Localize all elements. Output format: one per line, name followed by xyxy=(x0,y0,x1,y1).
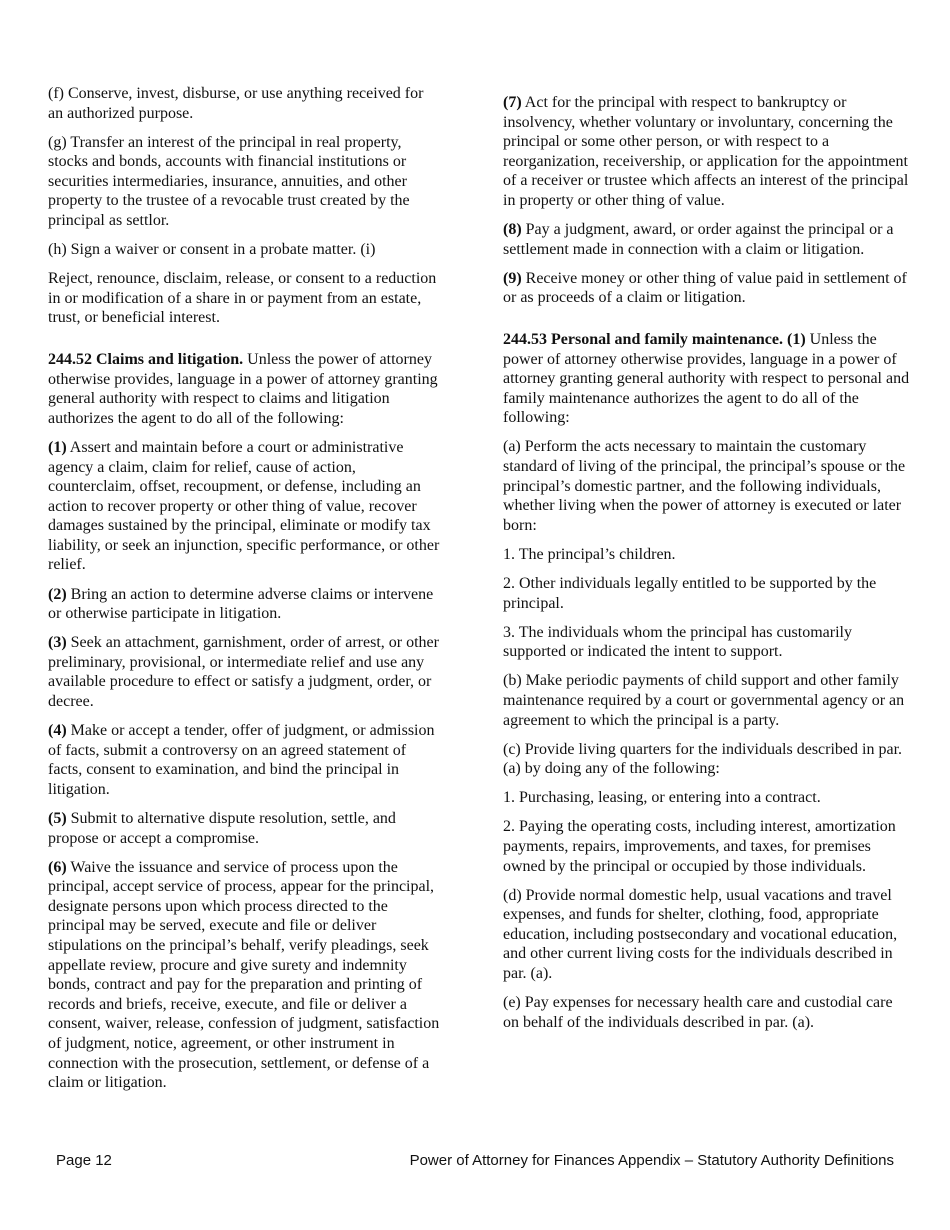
section-244-52-intro: Unless the power of attorney otherwise provides, language in a power of attorney granting general authority with respect to claims and litigation authorizes the agent to do all of the following: xyxy=(48,351,438,427)
item-number: (1) xyxy=(48,438,67,456)
item-text: Submit to alternative dispute resolution, settle, and propose or accept a compromise. xyxy=(48,810,396,847)
clause-c: (c) Provide living quarters for the individuals described in par. (a) by doing any of the following: xyxy=(503,740,903,778)
item-5 xyxy=(48,809,440,848)
section-244-53-heading: 244.53 Personal and family maintenance. (1) xyxy=(503,330,806,348)
clause-h: (h) Sign a waiver or consent in a probate matter. (i) xyxy=(48,241,376,259)
item-3 xyxy=(48,633,440,711)
document-title: Power of Attorney for Finances Appendix – Statutory Authority Definitions xyxy=(409,1152,894,1169)
clause-d: (d) Provide normal domestic help, usual vacations and travel expenses, and funds for shelter, clothing, food, appropriate education, including postsecondary and vocational education, and other current living costs for the individuals described in par. (a). xyxy=(503,886,898,983)
section-244-53 xyxy=(503,330,911,428)
section-244-53-intro: Unless the power of attorney otherwise provides, language in a power of attorney granting general authority with respect to personal and family maintenance authorizes the agent to do all of the following: xyxy=(503,330,910,427)
item-text: Pay a judgment, award, or order against the principal or a settlement made in connection with a claim or litigation. xyxy=(503,221,894,258)
left-column xyxy=(48,84,440,1102)
item-text: Waive the issuance and service of process upon the principal, accept service of process, appear for the principal, designate persons upon which process directed to the principal may be served, execute and file or deliver stipulations on the principal’s behalf, verify pleadings, seek appellate review, procure and give surety and indemnity bonds, contract and pay for the preparation and printing of records and briefs, receive, execute, and file or deliver a consent, waiver, release, confession of judgment, satisfaction of judgment, notice, agreement, or other instrument in connection with the prosecution, settlement, or defense of a claim or litigation. xyxy=(48,858,440,1092)
clause-e: (e) Pay expenses for necessary health care and custodial care on behalf of the individuals described in par. (a). xyxy=(503,994,893,1031)
item-number: (9) xyxy=(503,269,522,287)
item-6 xyxy=(48,858,440,1093)
item-text: Make or accept a tender, offer of judgment, or admission of facts, submit a controversy on an agreed statement of facts, consent to examination, and bind the principal in litigation. xyxy=(48,722,435,798)
clause-b: (b) Make periodic payments of child support and other family maintenance required by a court or governmental agency or an agreement to which the principal is a party. xyxy=(503,672,905,729)
item-2 xyxy=(48,585,440,624)
page-number: Page 12 xyxy=(56,1152,112,1169)
section-244-52-heading: 244.52 Claims and litigation. xyxy=(48,351,244,369)
clause-i: Reject, renounce, disclaim, release, or consent to a reduction in or modification of a share in or payment from an estate, trust, or beneficial interest. xyxy=(48,270,437,327)
section-244-52 xyxy=(48,350,440,428)
item-text: Assert and maintain before a court or administrative agency a claim, claim for relief, cause of action, counterclaim, offset, recoupment, or defense, including an action to recover property or other thing of value, recover damages sustained by the principal, eliminate or modify tax liability, or seek an injunction, specific performance, or other relief. xyxy=(48,438,440,574)
item-number: (4) xyxy=(48,722,67,740)
clause-a-2: 2. Other individuals legally entitled to be supported by the principal. xyxy=(503,574,877,612)
item-text: Seek an attachment, garnishment, order of arrest, or other preliminary, provisional, or intermediate relief and use any available procedure to effect or satisfy a judgment, order, or decree. xyxy=(48,634,439,711)
item-9 xyxy=(503,269,911,308)
clause-g: (g) Transfer an interest of the principal in real property, stocks and bonds, accounts with financial institutions or securities intermediaries, insurance, annuities, and other property to the trustee of a revocable trust created by the principal as settlor. xyxy=(48,133,410,230)
clause-c-2: 2. Paying the operating costs, including interest, amortization payments, repairs, improvements, and taxes, for premises owned by the principal or occupied by those individuals. xyxy=(503,818,896,875)
item-8 xyxy=(503,220,911,259)
clause-c-1: 1. Purchasing, leasing, or entering into a contract. xyxy=(503,789,821,807)
item-7 xyxy=(503,93,911,211)
item-number: (7) xyxy=(503,94,522,111)
item-number: (3) xyxy=(48,634,67,652)
item-text: Bring an action to determine adverse claims or intervene or otherwise participate in litigation. xyxy=(48,585,434,623)
item-1 xyxy=(48,438,440,575)
item-4 xyxy=(48,721,440,799)
clause-a-1: 1. The principal’s children. xyxy=(503,545,676,563)
clause-a-3: 3. The individuals whom the principal has customarily supported or indicated the intent to support. xyxy=(503,623,852,661)
item-text: Receive money or other thing of value paid in settlement of or as proceeds of a claim or litigation. xyxy=(503,269,907,307)
clause-a: (a) Perform the acts necessary to maintain the customary standard of living of the principal, the principal’s spouse or the principal’s domestic partner, and the following individuals, whether living when the power of attorney is executed or later born: xyxy=(503,438,906,534)
item-number: (6) xyxy=(48,858,67,876)
item-text: Act for the principal with respect to bankruptcy or insolvency, whether voluntary or involuntary, concerning the principal or some other person, or with respect to a reorganization, receivership, or application for the appointment of a receiver or trustee which affects an interest of the principal in property or other thing of value. xyxy=(503,94,909,209)
item-number: (2) xyxy=(48,585,67,603)
item-number: (5) xyxy=(48,810,67,827)
item-number: (8) xyxy=(503,221,522,239)
right-column xyxy=(503,93,911,1042)
clause-f: (f) Conserve, invest, disburse, or use anything received for an authorized purpose. xyxy=(48,85,424,122)
